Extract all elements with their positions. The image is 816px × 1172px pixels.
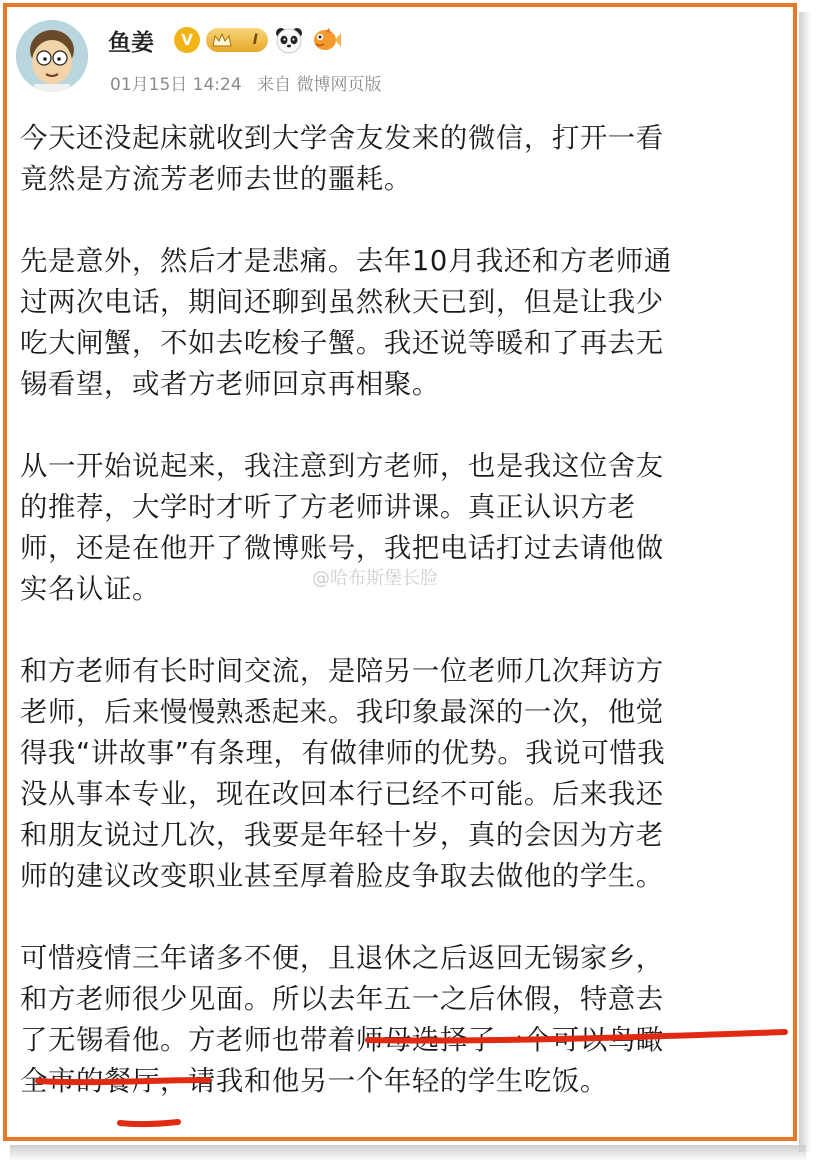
text-line: 的推荐，大学时才听了方老师讲课。真正认识方老 [20,492,636,523]
post-date[interactable]: 01月15日 14:24 [110,75,242,95]
text-line: 和方老师有长时间交流，是陪另一位老师几次拜访方 [20,656,664,687]
text-line: 师，还是在他开了微博账号，我把电话打过去请他做 [20,533,664,564]
text-line: 过两次电话，期间还聊到虽然秋天已到，但是让我少 [20,287,664,318]
text-line: 没从事本专业，现在改回本行已经不可能。后来我还 [20,779,664,810]
text-line: 师的建议改变职业甚至厚着脸皮争取去做他的学生。 [20,861,664,892]
text-line: 得我“讲故事”有条理，有做律师的优势。我说可惜我 [20,738,666,769]
verified-badge-icon[interactable]: V [174,27,200,53]
text-line: 了无锡看他。方老师也带着师母选择了一个可以鸟瞰 [20,1025,664,1056]
avatar-cartoon-icon [16,20,88,92]
text-line: 和朋友说过几次，我要是年轻十岁，真的会因为方老 [20,820,664,851]
level-badge-icon[interactable] [206,28,268,52]
paragraph [20,241,790,405]
paragraph [20,118,790,200]
paragraph [20,651,790,897]
post-body [20,118,790,1143]
level-badge-label: I [252,32,258,48]
text-line: 今天还没起床就收到大学舍友发来的微信，打开一看 [20,123,664,154]
author-badges [174,24,342,56]
paragraph [20,938,790,1102]
text-line: 可惜疫情三年诸多不便，且退休之后返回无锡家乡， [20,943,664,974]
avatar[interactable] [16,20,88,92]
text-line: 和方老师很少见面。所以去年五一之后休假，特意去 [20,984,664,1015]
text-line: 先是意外，然后才是悲痛。去年10月我还和方老师通 [20,246,672,277]
frame-shadow-bottom [10,1145,806,1161]
frame-shadow-right [799,12,811,1152]
text-line: 锡看望，或者方老师回京再相聚。 [20,369,440,400]
fish-icon[interactable] [310,25,342,55]
watermark: @哈布斯堡长脸 [312,568,438,589]
author-name[interactable]: 鱼姜 [108,30,154,56]
text-line: 从一开始说起来，我注意到方老师，也是我这位舍友 [20,451,664,482]
panda-icon[interactable] [274,25,304,55]
text-line: 老师，后来慢慢熟悉起来。我印象最深的一次，他觉 [20,697,664,728]
text-line: 竟然是方流芳老师去世的噩耗。 [20,164,412,195]
text-line: 吃大闸蟹，不如去吃梭子蟹。我还说等暖和了再去无 [20,328,664,359]
text-line: 全市的餐厅，请我和他另一个年轻的学生吃饭。 [20,1066,608,1097]
post-source: 来自 微博网页版 [257,75,382,95]
text-line: 实名认证。 [20,574,160,605]
post-meta [110,70,381,95]
crown-icon [212,32,232,48]
